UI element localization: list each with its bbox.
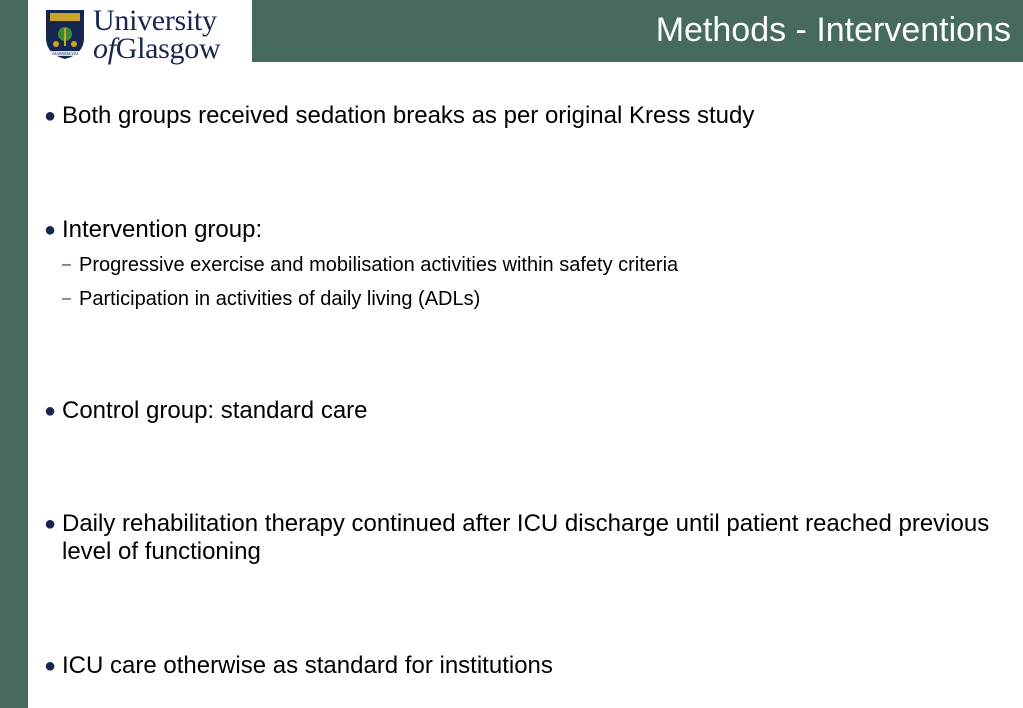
bullet-item	[44, 216, 994, 244]
sub-bullet-item	[62, 287, 480, 311]
bullet-text: Daily rehabilitation therapy continued after ICU discharge until patient reached previous level of functioning	[62, 510, 990, 565]
bullet-text: Control group: standard care	[62, 397, 368, 424]
sub-bullet-item	[62, 253, 678, 277]
sub-bullet-text: Progressive exercise and mobilisation activities within safety criteria	[79, 254, 679, 276]
logo-glasgow-word: Glasgow	[115, 32, 221, 65]
dash-icon: –	[62, 256, 71, 273]
bullet-icon: ●	[44, 513, 57, 535]
logo-university-text: University	[93, 4, 217, 37]
sub-bullet-text: Participation in activities of daily living (ADLs)	[79, 288, 481, 310]
crest-motto: VIA VERITAS VITA	[51, 52, 79, 56]
bullet-icon: ●	[44, 219, 57, 241]
crest-icon	[44, 8, 86, 60]
bullet-item	[44, 510, 994, 566]
bullet-text: Intervention group:	[62, 216, 263, 243]
bullet-text: ICU care otherwise as standard for institutions	[62, 652, 553, 679]
slide-title: Methods - Interventions	[655, 11, 1011, 49]
dash-icon: –	[62, 290, 71, 307]
logo-glasgow-text	[93, 34, 220, 64]
bullet-icon: ●	[44, 655, 57, 677]
bullet-text: Both groups received sedation breaks as per original Kress study	[62, 102, 755, 129]
bullet-icon: ●	[44, 105, 57, 127]
left-accent-bar	[0, 0, 28, 708]
bullet-item	[44, 652, 994, 680]
logo-of-text: of	[93, 32, 116, 65]
bullet-item	[44, 397, 994, 425]
bullet-icon: ●	[44, 400, 57, 422]
bullet-item	[44, 102, 994, 130]
